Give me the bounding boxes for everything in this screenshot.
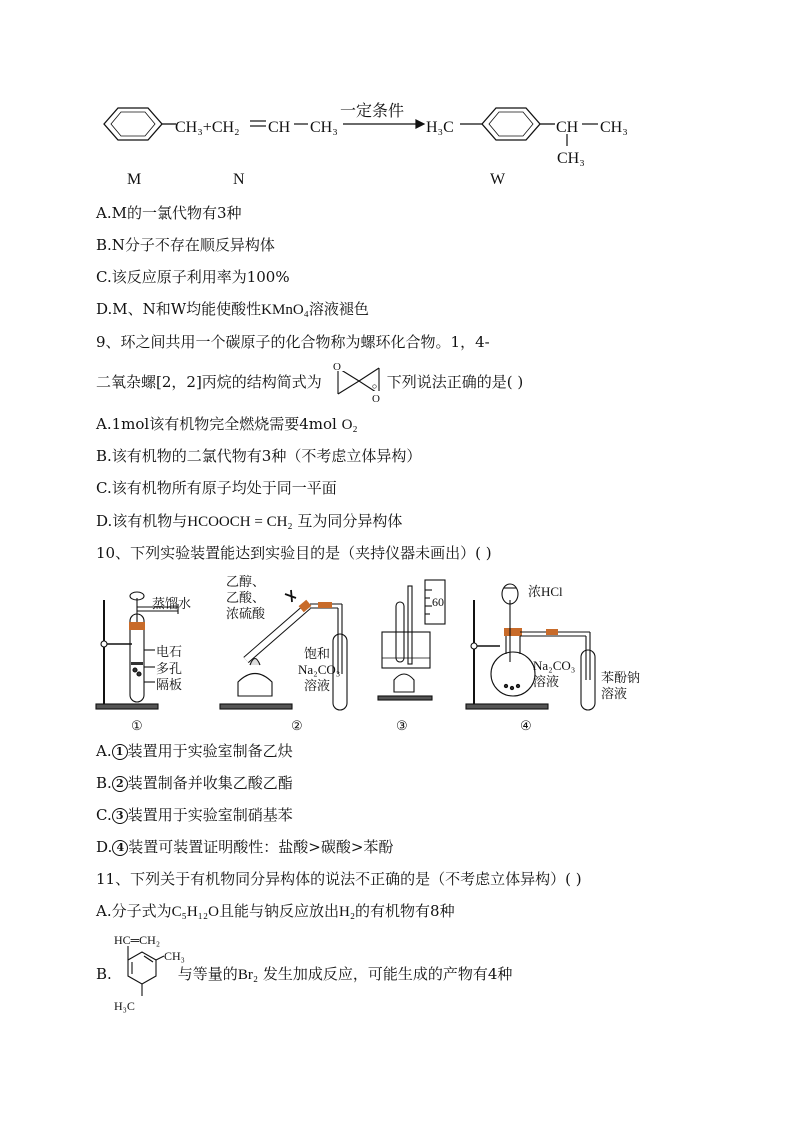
q9-option-b: B.该有机物的二氯代物有3种（不考虑立体异构） <box>96 447 422 465</box>
app2-reagent-2: 乙酸、 <box>226 590 266 605</box>
q10-c-pre: C. <box>96 806 112 824</box>
q11-a-chem2: H₂ <box>338 904 356 920</box>
app2-solution-2: Na₂CO₃ <box>298 662 341 677</box>
q10-b-post: 装置制备并收集乙酸乙酯 <box>127 774 293 792</box>
benzene-ring-m <box>104 108 176 140</box>
label-m: M <box>127 171 142 188</box>
app1-number: ① <box>131 718 143 733</box>
q11-stem: 11、下列关于有机物同分异构体的说法不正确的是（不考虑立体异构）( ) <box>96 870 582 888</box>
app1-plate-label-1: 多孔 <box>156 661 183 676</box>
spiro-structure <box>333 360 385 404</box>
product-ch: CH <box>556 119 579 136</box>
app3-number: ③ <box>396 718 408 733</box>
label-w: W <box>490 171 506 188</box>
q11-a-pre: A.分子式为 <box>96 902 172 920</box>
q9-a-chem: O₂ <box>341 417 358 433</box>
q9-d-chem: HCOOCH = CH₂ <box>187 514 293 530</box>
q9-option-c: C.该有机物所有原子均处于同一平面 <box>96 479 337 497</box>
q8-option-d <box>96 299 369 320</box>
q10-stem: 10、下列实验装置能达到实验目的是（夹持仪器未画出）( ) <box>96 544 492 562</box>
q9-stem-post: 。下列说法正确的是( ) <box>371 373 524 391</box>
q9-stem-line2 <box>96 372 523 392</box>
q11-b-chem: Br₂ <box>237 967 259 983</box>
q8-option-c: C.该反应原子利用率为100% <box>96 268 290 286</box>
app2-solution-3: 溶液 <box>304 678 331 693</box>
spiro-o-top: O <box>333 361 341 373</box>
q10-a-circled-number: 1 <box>112 744 128 760</box>
spiro-o-bottom: O <box>372 393 380 404</box>
q10-b-circled-number: 2 <box>112 776 128 792</box>
q11-a-chem: C₅H₁₂O <box>171 904 219 920</box>
q9-option-a <box>96 414 358 435</box>
q10-c-post: 装置用于实验室制硝基苯 <box>127 806 293 824</box>
q11-b-methyl: CH₃ <box>164 949 185 963</box>
app1-plate-label-2: 隔板 <box>156 677 183 692</box>
q11-b-vinyl: HC═CH₂ <box>114 933 161 947</box>
q10-option-a <box>96 741 293 761</box>
q8-d-pre: D.M、N和W均能使酸性 <box>96 300 262 318</box>
app4-phenol-2: 溶液 <box>601 686 628 701</box>
app4-number: ④ <box>520 718 532 733</box>
q11-b-h3c: H₃C <box>114 999 135 1013</box>
app4-na2co3-1: Na₂CO₃ <box>533 658 576 673</box>
q10-option-c <box>96 805 293 825</box>
q10-a-pre: A. <box>96 742 112 760</box>
apparatus-figure <box>0 570 794 740</box>
q11-b-text-post: 发生加成反应，可能生成的产物有4种 <box>262 965 513 983</box>
q9-a-pre: A.1mol该有机物完全燃烧需要4mol <box>96 415 337 433</box>
q10-option-b <box>96 773 293 793</box>
app2-solution-1: 饱和 <box>304 646 331 661</box>
q10-a-post: 装置用于实验室制备乙炔 <box>127 742 293 760</box>
q8-option-a: A.M的一氯代物有3种 <box>96 204 242 222</box>
app4-phenol-1: 苯酚钠 <box>601 670 641 685</box>
q9-d-post: 互为同分异构体 <box>297 512 403 530</box>
reaction-scheme <box>0 90 794 290</box>
app2-reagent-1: 乙醇、 <box>226 574 266 589</box>
q10-b-pre: B. <box>96 774 112 792</box>
reaction-ch3: CH₃ <box>310 119 338 136</box>
q9-stem-line1: 9、环之间共用一个碳原子的化合物称为螺环化合物。1，4- <box>96 333 490 351</box>
q9-d-pre: D.该有机物与 <box>96 512 188 530</box>
app1-water-label: 蒸馏水 <box>152 596 192 611</box>
q9-option-d <box>96 511 402 532</box>
q11-a-mid: 且能与钠反应放出 <box>218 902 339 920</box>
q11-b-structure <box>106 930 196 1020</box>
reaction-arrow <box>343 120 424 128</box>
q8-option-b: B.N分子不存在顺反异构体 <box>96 236 275 254</box>
q10-d-circled-number: 4 <box>112 840 128 856</box>
label-n: N <box>233 171 245 188</box>
app1-stone-label: 电石 <box>156 644 183 659</box>
q11-option-a <box>96 901 455 922</box>
q8-d-chem: KMnO₄ <box>261 302 309 318</box>
q10-option-d <box>96 837 393 857</box>
reaction-ch: CH <box>268 119 291 136</box>
reaction-ch3-plus: CH₃+CH₂ <box>175 119 240 136</box>
reaction-condition: 一定条件 <box>340 103 405 120</box>
product-ch3-right: CH₃ <box>600 119 628 136</box>
q11-b-text-pre: 与等量的 <box>177 965 238 983</box>
q10-d-post: 装置可装置证明酸性：盐酸>碳酸>苯酚 <box>128 838 394 856</box>
app4-na2co3-2: 溶液 <box>533 674 560 689</box>
q10-d-pre: D. <box>96 838 113 856</box>
q10-c-circled-number: 3 <box>112 808 128 824</box>
app3-thermometer-reading: 60 <box>432 595 444 609</box>
app2-reagent-3: 浓硫酸 <box>226 606 266 621</box>
product-h3c: H₃C <box>426 119 454 136</box>
q8-d-post: 溶液褪色 <box>308 300 369 318</box>
app2-number: ② <box>291 718 303 733</box>
q9-stem-pre: 二氧杂螺[2，2]丙烷的结构简式为 <box>96 373 322 391</box>
q11-b-label: B. <box>96 965 112 983</box>
benzene-ring-w <box>460 108 555 140</box>
product-ch3-down: CH₃ <box>557 150 585 167</box>
app4-hcl-label: 浓HCl <box>528 584 563 599</box>
q11-a-post: 的有机物有8种 <box>355 902 455 920</box>
